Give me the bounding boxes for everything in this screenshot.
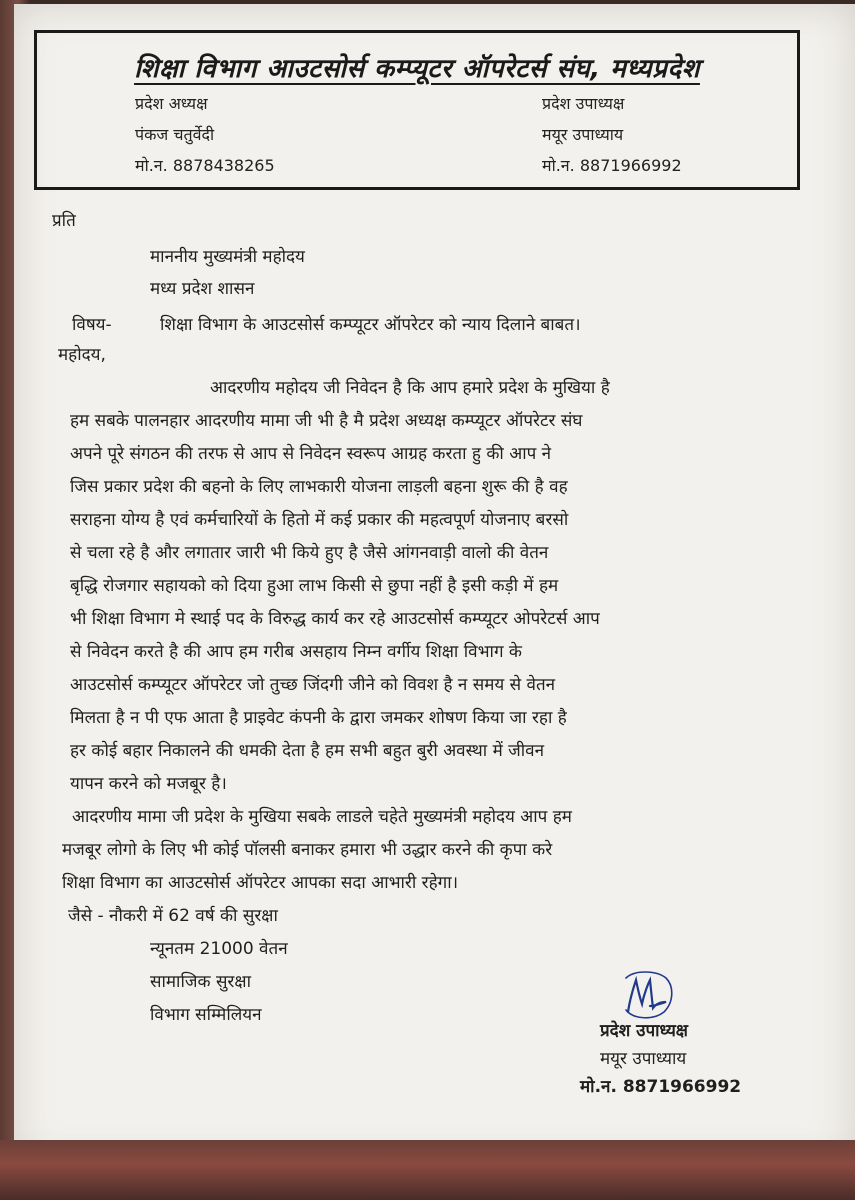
addressee-line-1: माननीय मुख्यमंत्री महोदय [150, 247, 305, 267]
body2-line: आदरणीय मामा जी प्रदेश के मुखिया सबके लाडले चहेते मुख्यमंत्री महोदय आप हम [72, 807, 572, 827]
president-phone: मो.न. 8878438265 [135, 156, 275, 175]
organization-title: शिक्षा विभाग आउटसोर्स कम्प्यूटर ऑपरेटर्स संघ, मध्यप्रदेश [134, 54, 700, 84]
signoff-designation: प्रदेश उपाध्यक्ष [600, 1021, 688, 1041]
vice-president-block [542, 88, 682, 181]
president-block [135, 88, 275, 181]
body-line: जिस प्रकार प्रदेश की बहनो के लिए लाभकारी योजना लाड़ली बहना शुरू की है वह [70, 477, 568, 497]
body-line: आदरणीय महोदय जी निवेदन है कि आप हमारे प्रदेश के मुखिया है [210, 378, 610, 398]
body-line: हर कोई बहार निकालने की धमकी देता है हम सभी बहुत बुरी अवस्था में जीवन [70, 741, 545, 761]
subject-label: विषय- [72, 315, 112, 335]
demand-item: सामाजिक सुरक्षा [150, 972, 251, 992]
body-line: हम सबके पालनहार आदरणीय मामा जी भी है मै प्रदेश अध्यक्ष कम्प्यूटर ऑपरेटर संघ [70, 411, 583, 431]
vice-president-designation: प्रदेश उपाध्यक्ष [542, 94, 625, 113]
signature-mark [620, 968, 680, 1024]
body-line: यापन करने को मजबूर है। [70, 774, 227, 794]
body-line: से निवेदन करते है की आप हम गरीब असहाय निम्न वर्गीय शिक्षा विभाग के [70, 642, 522, 662]
demands-intro: जैसे - नौकरी में 62 वर्ष की सुरक्षा [68, 906, 278, 926]
body-line: से चला रहे है और लगातार जारी भी किये हुए है जैसे आंगनवाड़ी वालो की वेतन [70, 543, 549, 563]
body2-line: शिक्षा विभाग का आउटसोर्स ऑपरेटर आपका सदा आभारी रहेगा। [62, 873, 459, 893]
body-line: अपने पूरे संगठन की तरफ से आप से निवेदन स्वरूप आग्रह करता हु की आप ने [70, 444, 552, 464]
background-edge-bottom [0, 1140, 855, 1200]
demand-item: विभाग सम्मिलियन [150, 1005, 262, 1025]
subject-text: शिक्षा विभाग के आउटसोर्स कम्प्यूटर ऑपरेटर को न्याय दिलाने बाबत। [160, 315, 581, 335]
addressee-line-2: मध्य प्रदेश शासन [150, 279, 255, 299]
signoff-phone: मो.न. 8871966992 [580, 1077, 742, 1097]
to-label: प्रति [52, 211, 76, 231]
letterhead-box [34, 30, 800, 190]
vice-president-name: मयूर उपाध्याय [542, 125, 624, 144]
vice-president-phone: मो.न. 8871966992 [542, 156, 682, 175]
signoff-name: मयूर उपाध्याय [600, 1049, 687, 1069]
body-line: मिलता है न पी एफ आता है प्राइवेट कंपनी के द्वारा जमकर शोषण किया जा रहा है [70, 708, 567, 728]
body-line: भी शिक्षा विभाग मे स्थाई पद के विरुद्ध कार्य कर रहे आउटसोर्स कम्प्यूटर ओपरेटर्स आप [70, 609, 600, 629]
body-line: आउटसोर्स कम्प्यूटर ऑपरेटर जो तुच्छ जिंदगी जीने को विवश है न समय से वेतन [70, 675, 556, 695]
body-line: सराहना योग्य है एवं कर्मचारियों के हितो में कई प्रकार की महत्वपूर्ण योजनाए बरसो [70, 510, 569, 530]
body-line: बृद्धि रोजगार सहायको को दिया हुआ लाभ किसी से छुपा नहीं है इसी कड़ी में हम [70, 576, 559, 596]
president-name: पंकज चतुर्वेदी [135, 125, 215, 144]
body2-line: मजबूर लोगो के लिए भी कोई पॉलसी बनाकर हमारा भी उद्धार करने की कृपा करे [62, 840, 553, 860]
demand-item: न्यूनतम 21000 वेतन [150, 939, 288, 959]
salutation: महोदय, [58, 345, 106, 365]
president-designation: प्रदेश अध्यक्ष [135, 94, 208, 113]
